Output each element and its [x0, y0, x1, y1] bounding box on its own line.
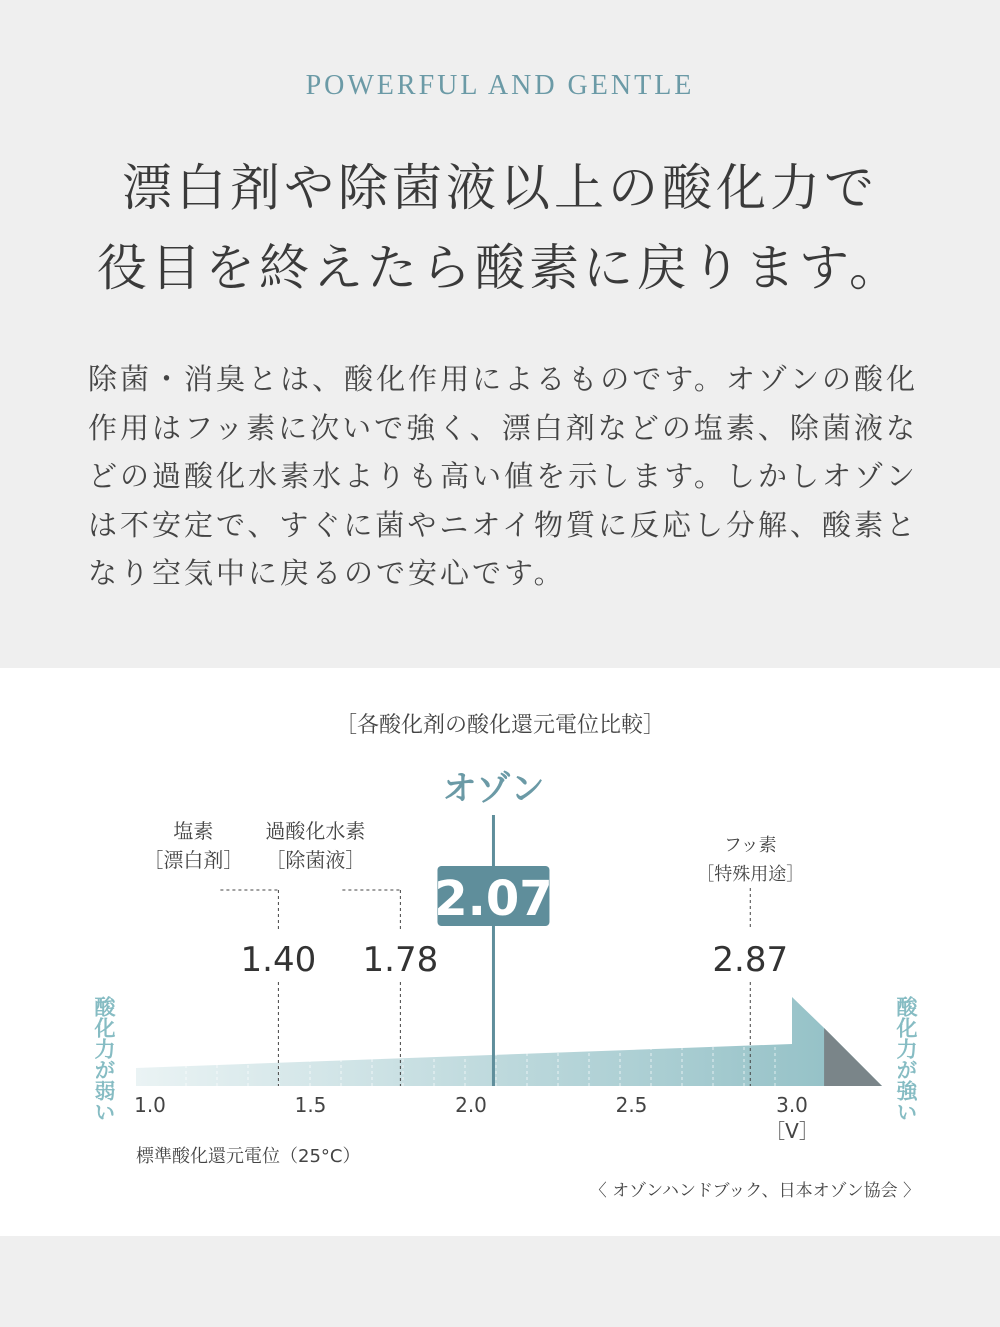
x-axis-ticks — [134, 1093, 808, 1117]
bottom-band — [0, 1236, 1000, 1327]
headline-line-2: 役目を終えたら酸素に戻ります。 — [97, 239, 903, 297]
x-axis-unit: ［V］ — [765, 1119, 819, 1143]
body-paragraph: 除菌・消臭とは、酸化作用によるものです。オゾンの酸化作用はフッ素に次いで強く、漂白剤などの塩素、除菌液などの過酸化水素水よりも高い値を示します。しかしオゾンは不安定で、すぐに菌やニオイ物質に反応し分解、酸素となり空気中に戻るので安心です。 — [88, 362, 918, 590]
marker-name: フッ素 — [723, 835, 777, 856]
x-axis-title: 標準酸化還元電位（25°C） — [136, 1146, 361, 1167]
tick-label: 2.5 — [615, 1093, 648, 1117]
potential-wedge — [136, 997, 882, 1086]
marker-value: 2.87 — [712, 940, 789, 980]
right-vertical-label: 酸化力が強い — [894, 996, 918, 1122]
ozone-highlight — [434, 815, 552, 1086]
marker-subname: ［特殊用途］ — [696, 864, 805, 885]
marker-subname: ［除菌液］ — [265, 848, 366, 872]
oxidant-markers — [143, 819, 804, 1086]
tick-label: 3.0 — [776, 1093, 808, 1117]
eyebrow-label: POWERFUL AND GENTLE — [305, 70, 695, 101]
marker-subname: ［漂白剤］ — [143, 848, 244, 872]
tick-label: 2.0 — [455, 1093, 487, 1117]
tick-label: 1.0 — [134, 1093, 166, 1117]
marker-value: 1.40 — [240, 940, 317, 980]
left-vertical-label: 酸化力が弱い — [92, 996, 116, 1122]
highlight-value: 2.07 — [434, 871, 553, 927]
wedge-grey-tip — [824, 1028, 882, 1086]
marker-value: 1.78 — [362, 940, 439, 980]
source-note: 〈 オゾンハンドブック、日本オゾン協会 〉 — [589, 1181, 920, 1201]
highlight-name: オゾン — [442, 769, 545, 809]
marker-name: 過酸化水素 — [265, 819, 366, 843]
page-title — [0, 148, 1000, 308]
oxidation-potential-chart — [0, 668, 1000, 1236]
chart-panel — [0, 668, 1000, 1236]
tick-label: 1.5 — [294, 1093, 327, 1117]
marker-name: 塩素 — [173, 819, 214, 843]
chart-title: ［各酸化剤の酸化還元電位比較］ — [334, 713, 666, 738]
headline-line-1: 漂白剤や除菌液以上の酸化力で — [122, 159, 878, 217]
